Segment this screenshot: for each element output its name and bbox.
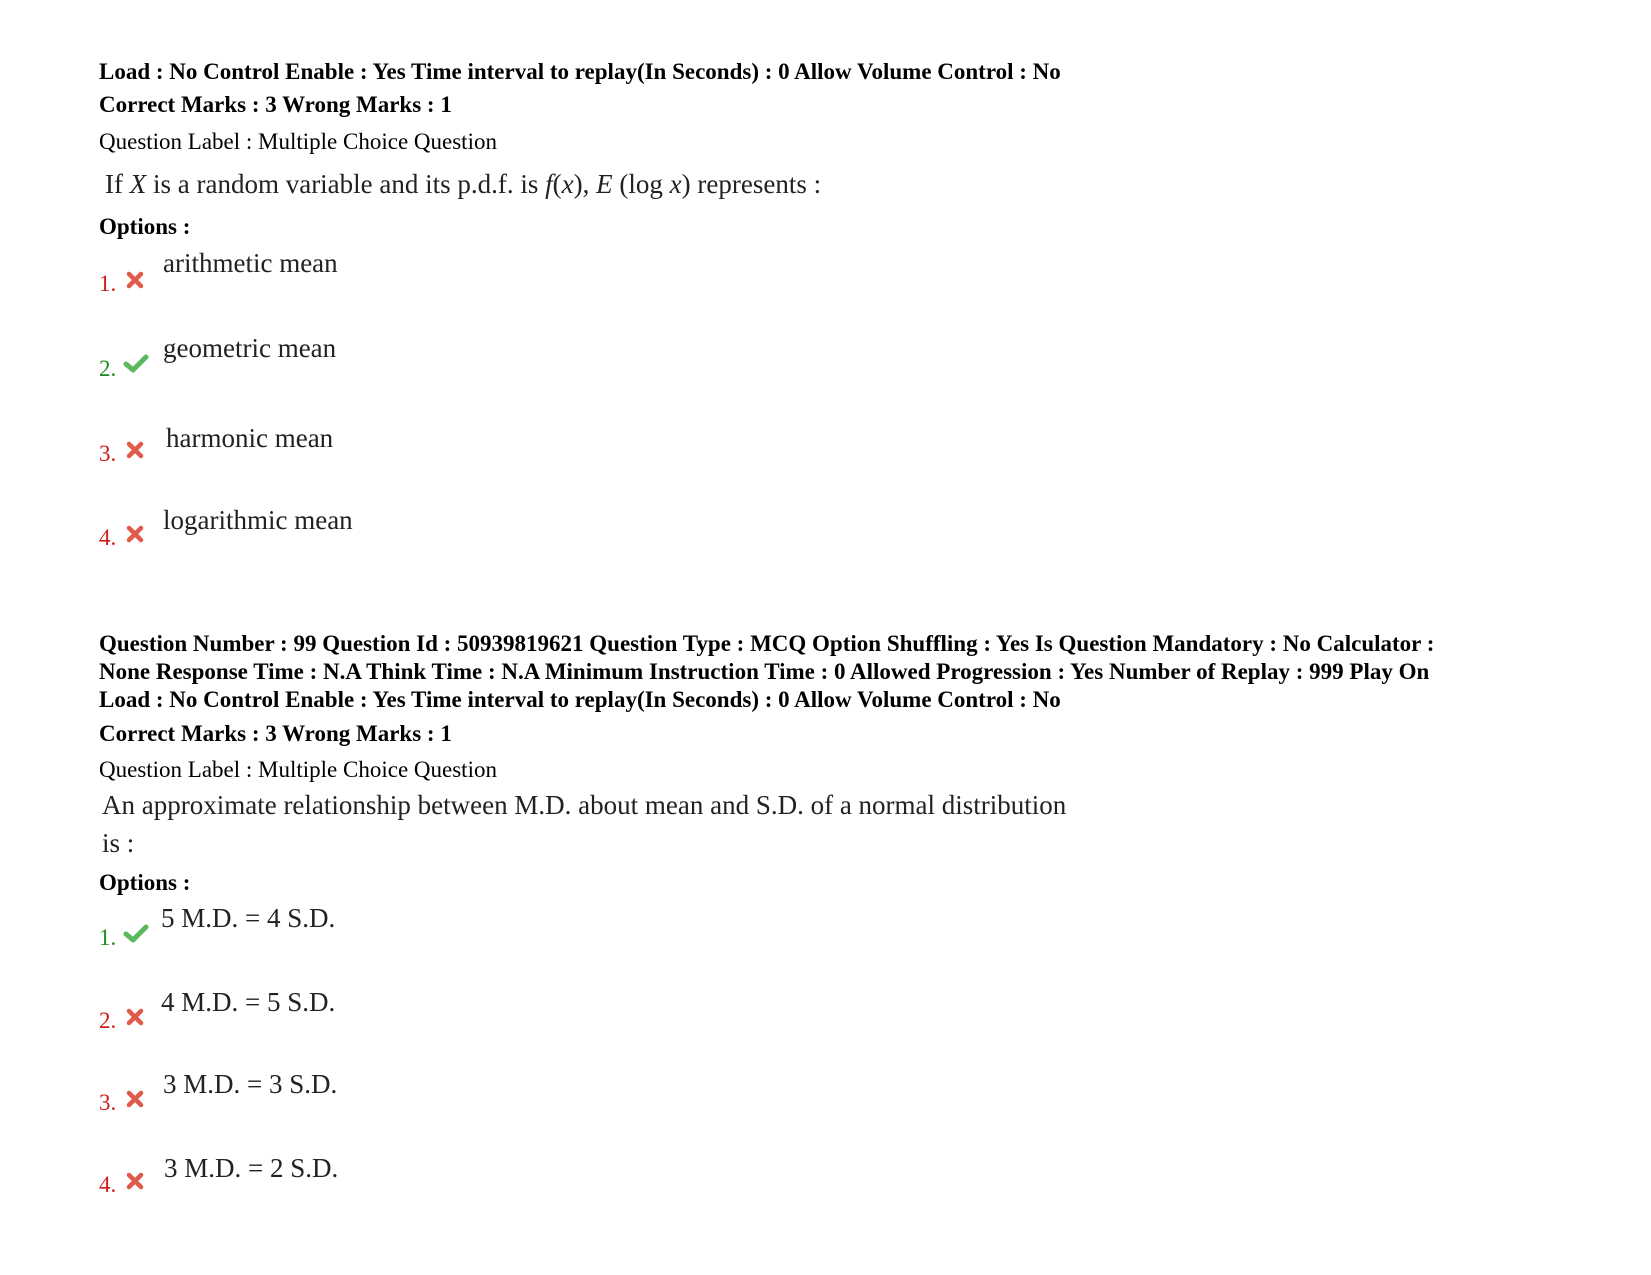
option-number: 2.	[99, 1008, 117, 1033]
option-number: 1.	[99, 925, 117, 950]
cross-icon	[125, 1171, 145, 1191]
cross-icon	[125, 440, 145, 460]
option-number: 3.	[99, 441, 117, 466]
option-number: 4.	[99, 525, 117, 550]
question-meta-line: Question Number : 99 Question Id : 50939819621 Question Type : MCQ Option Shuffling : Yes Is Question Mandatory : No Calculator :	[99, 631, 1435, 656]
options-heading: Options :	[99, 870, 191, 895]
check-icon	[123, 353, 149, 373]
question-text: If X is a random variable and its p.d.f. is f(x), E (log x) represents :	[105, 169, 822, 199]
option-number: 4.	[99, 1172, 117, 1197]
option-text: logarithmic mean	[163, 505, 353, 535]
option-number: 2.	[99, 356, 117, 381]
option-text: 3 M.D. = 3 S.D.	[163, 1069, 338, 1099]
option-text: arithmetic mean	[163, 248, 338, 278]
option-text: 4 M.D. = 5 S.D.	[161, 987, 336, 1017]
option-text: 5 M.D. = 4 S.D.	[161, 903, 336, 933]
options-heading: Options :	[99, 214, 191, 239]
option-number: 1.	[99, 271, 117, 296]
question-label: Question Label : Multiple Choice Question	[99, 757, 497, 782]
option-text: 3 M.D. = 2 S.D.	[164, 1153, 339, 1183]
cross-icon	[125, 1089, 145, 1109]
question-meta-line: None Response Time : N.A Think Time : N.A Minimum Instruction Time : 0 Allowed Progression : Yes Number of Replay : 999 Play On	[99, 659, 1430, 684]
question-text-line: An approximate relationship between M.D. about mean and S.D. of a normal distribution	[102, 790, 1067, 820]
cross-icon	[125, 524, 145, 544]
question-meta-line: Load : No Control Enable : Yes Time interval to replay(In Seconds) : 0 Allow Volume Control : No	[99, 59, 1061, 84]
question-label: Question Label : Multiple Choice Question	[99, 129, 497, 154]
option-text: geometric mean	[163, 333, 337, 363]
option-number: 3.	[99, 1090, 117, 1115]
check-icon	[123, 923, 149, 943]
question-text-line: is :	[102, 828, 135, 858]
marks-line: Correct Marks : 3 Wrong Marks : 1	[99, 92, 452, 117]
marks-line: Correct Marks : 3 Wrong Marks : 1	[99, 721, 452, 746]
cross-icon	[125, 270, 145, 290]
option-text: harmonic mean	[166, 423, 334, 453]
question-meta-line: Load : No Control Enable : Yes Time interval to replay(In Seconds) : 0 Allow Volume Control : No	[99, 687, 1061, 712]
cross-icon	[125, 1007, 145, 1027]
